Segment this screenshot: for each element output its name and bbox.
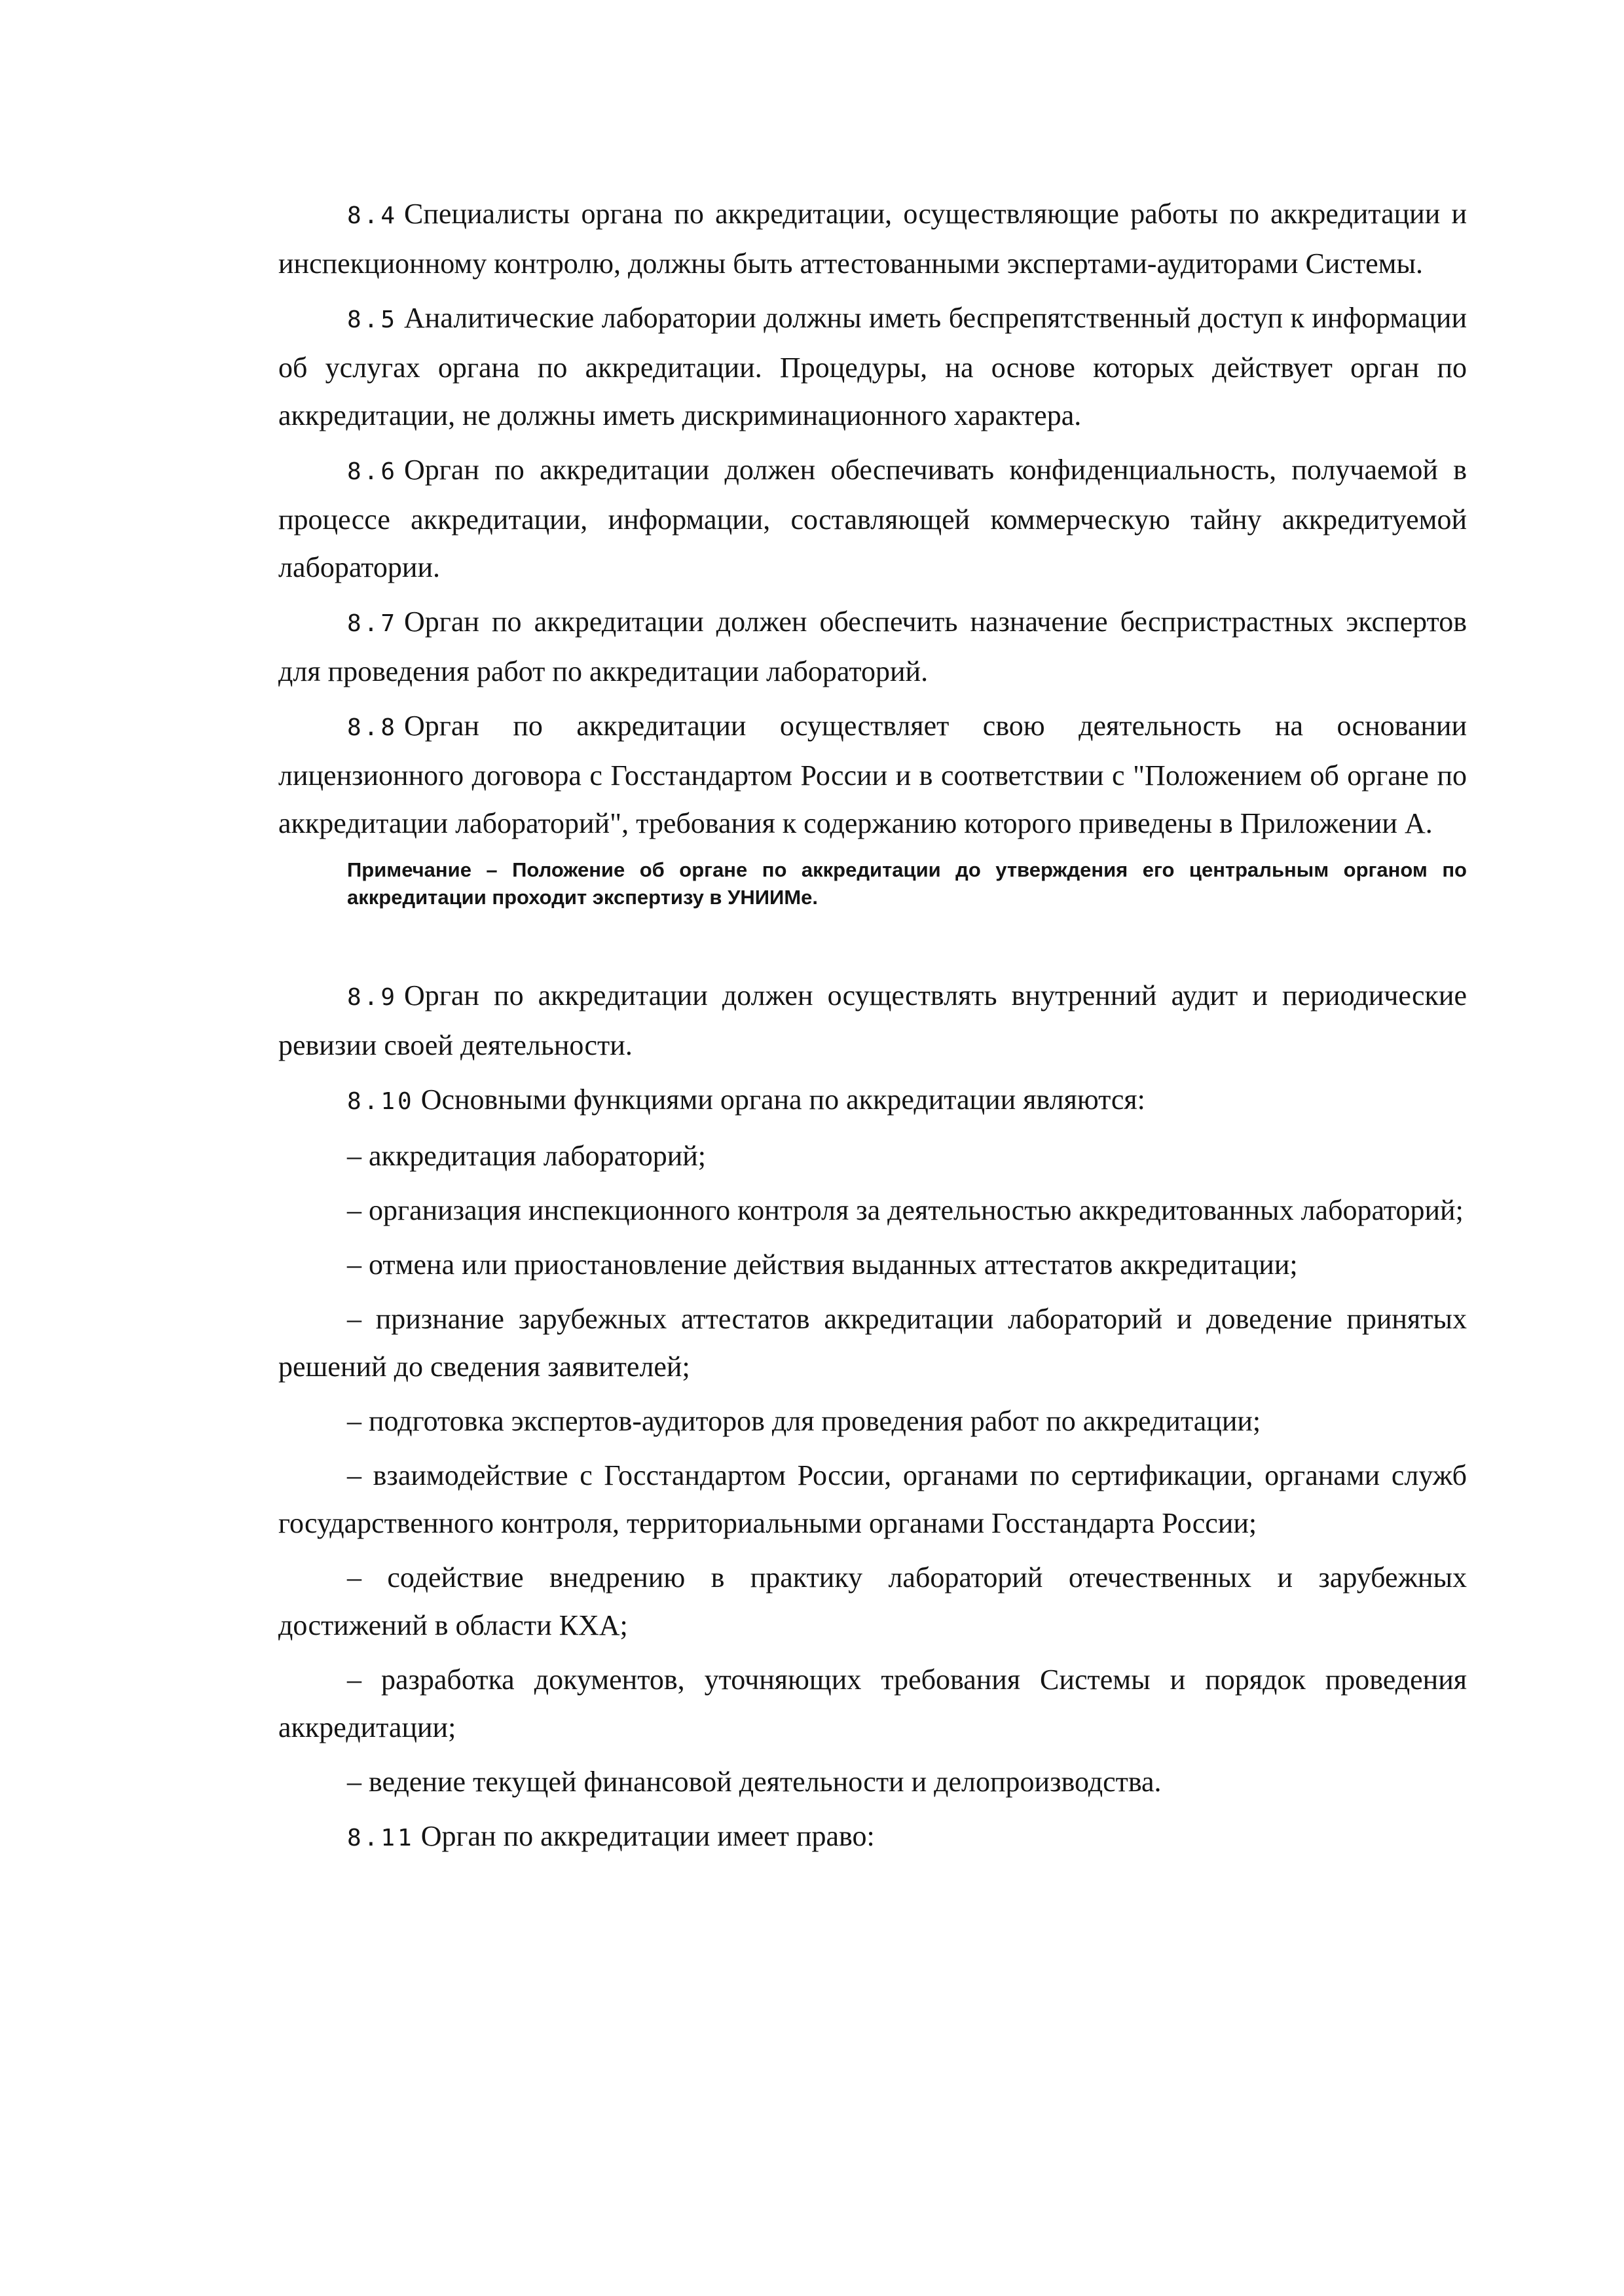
note-text: Примечание – Положение об органе по аккредитации до утверждения его центральным органом по аккредитации проходит экспертизу в УНИИМе. [347, 858, 1467, 909]
paragraph-8-11 [278, 1812, 1467, 1862]
paragraph-text: Орган по аккредитации должен обеспечивать конфиденциальность, получаемой в процессе аккредитации, информации, составляющей коммерческую тайну аккредитуемой лаборатории. [278, 454, 1467, 583]
paragraph-8-5 [278, 294, 1467, 439]
paragraph-number: 8.11 [347, 1825, 415, 1851]
paragraph-number: 8.7 [347, 610, 398, 637]
paragraph-number: 8.5 [347, 306, 398, 333]
paragraph-8-9 [278, 972, 1467, 1069]
paragraph-number: 8.4 [347, 202, 398, 229]
paragraph-text: Аналитические лаборатории должны иметь беспрепятственный доступ к информации об услугах органа по аккредитации. Процедуры, на основе которых действует орган по аккредитации, не должны иметь дискриминационного характера. [278, 302, 1467, 431]
paragraph-number: 8.8 [347, 714, 398, 741]
function-item: – ведение текущей финансовой деятельности и делопроизводства. [347, 1766, 1162, 1798]
paragraph-number: 8.6 [347, 458, 398, 485]
paragraph-text: Основными функциями органа по аккредитации являются: [420, 1084, 1145, 1116]
paragraph-text: Орган по аккредитации осуществляет свою деятельность на основании лицензионного договора с Госстандартом России и в соответствии с "Положением об органе по аккредитации лабораторий", требования к содержанию которого приведены в Приложении А. [278, 710, 1467, 839]
paragraph-text: Орган по аккредитации должен обеспечить назначение беспристрастных экспертов для проведения работ по аккредитации лабораторий. [278, 606, 1467, 687]
function-item: – содействие внедрению в практику лабораторий отечественных и зарубежных достижений в области КХА; [278, 1561, 1467, 1641]
paragraph-text: Орган по аккредитации имеет право: [420, 1820, 875, 1852]
function-item: – организация инспекционного контроля за деятельностью аккредитованных лабораторий; [347, 1194, 1464, 1226]
document-page [278, 190, 1467, 1868]
paragraph-number: 8.10 [347, 1088, 415, 1115]
paragraph-8-8 [278, 702, 1467, 847]
paragraph-8-4 [278, 190, 1467, 287]
function-item: – аккредитация лабораторий; [347, 1140, 707, 1172]
paragraph-8-7 [278, 598, 1467, 695]
paragraph-8-10 [278, 1076, 1467, 1125]
paragraph-8-6 [278, 446, 1467, 591]
function-item: – признание зарубежных аттестатов аккредитации лабораторий и доведение принятых решений до сведения заявителей; [278, 1303, 1467, 1383]
function-item: – взаимодействие с Госстандартом России, органами по сертификации, органами служб государственного контроля, территориальными органами Госстандарта России; [278, 1459, 1467, 1539]
function-item: – подготовка экспертов-аудиторов для проведения работ по аккредитации; [347, 1405, 1261, 1437]
function-item: – отмена или приостановление действия выданных аттестатов аккредитации; [347, 1248, 1298, 1281]
paragraph-text: Орган по аккредитации должен осуществлять внутренний аудит и периодические ревизии своей деятельности. [278, 979, 1467, 1061]
function-item: – разработка документов, уточняющих требования Системы и порядок проведения аккредитации; [278, 1664, 1467, 1743]
paragraph-number: 8.9 [347, 984, 398, 1011]
paragraph-text: Специалисты органа по аккредитации, осуществляющие работы по аккредитации и инспекционному контролю, должны быть аттестованными экспертами-аудиторами Системы. [278, 198, 1467, 280]
